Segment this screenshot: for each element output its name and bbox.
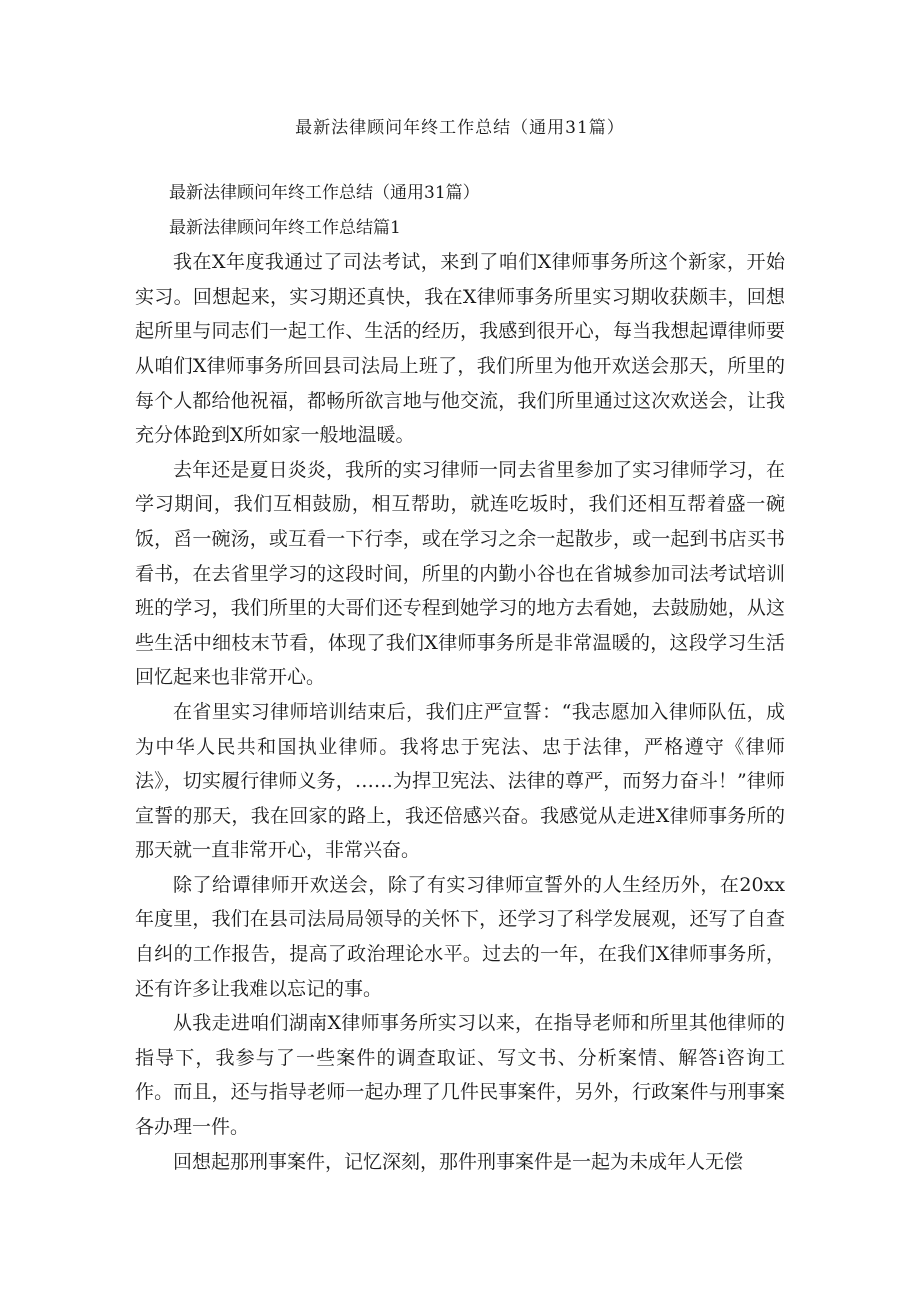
- section-heading: 最新法律顾问年终工作总结篇1: [169, 217, 401, 238]
- paragraph-3: 在省里实习律师培训结束后，我们庄严宣誓：“我志愿加入律师队伍，成为中华人民共和国执业律师。我将忠于宪法、忠于法律，严格遵守《律师法》，切实履行律师义务，……为捍卫宪法、法律的尊严，而努力奋斗！”律师宣誓的那天，我在回家的路上，我还倍感兴奋。我感觉从走进X律师事务所的那天就一直非常开心，非常兴奋。: [135, 700, 785, 862]
- document-subtitle: 最新法律顾问年终工作总结（通用31篇）: [169, 183, 480, 203]
- document-body: [135, 176, 785, 1179]
- paragraph-6: 回想起那刑事案件，记忆深刻，那件刑事案件是一起为未成年人无偿: [173, 1150, 744, 1173]
- document-title: 最新法律顾问年终工作总结（通用31篇）: [295, 118, 625, 138]
- paragraph-1: 我在X年度我通过了司法考试，来到了咱们X律师事务所这个新家，开始实习。回想起来，实习期还真快，我在X律师事务所里实习期收获颇丰，回想起所里与同志们一起工作、生活的经历，我感到很开心，每当我想起谭律师要从咱们X律师事务所回县司法局上班了，我们所里为他开欢送会那天，所里的每个人都给他祝福，都畅所欲言地与他交流，我们所里通过这次欢送会，让我充分体跄到X所如家一般地温暖。: [135, 251, 785, 447]
- paragraph-5: 从我走进咱们湖南X律师事务所实习以来，在指导老师和所里其他律师的指导下，我参与了一些案件的调查取证、写文书、分析案情、解答i咨询工作。而且，还与指导老师一起办理了几件民事案件，另外，行政案件与刑事案各办理一件。: [135, 1012, 785, 1139]
- paragraph-2: 去年还是夏日炎炎，我所的实习律师一同去省里参加了实习律师学习，在学习期间，我们互相鼓励，相互帮助，就连吃坂时，我们还相互帮着盛一碗饭，舀一碗汤，或互看一下行李，或在学习之余一起散步，或一起到书店买书看书，在去省里学习的这段时间，所里的内勤小谷也在省城参加司法考试培训班的学习，我们所里的大哥们还专程到她学习的地方去看她，去鼓励她，从这些生活中细枝末节看，体现了我们X律师事务所是非常温暖的，这段学习生活回忆起来也非常开心。: [135, 458, 785, 689]
- paragraph-4: 除了给谭律师开欢送会，除了有实习律师宣誓外的人生经历外，在20xx年度里，我们在县司法局局领导的关怀下，还学习了科学发展观，还写了自查自纠的工作报告，提高了政治理论水平。过去的一年，在我们X律师事务所，还有许多让我难以忘记的事。: [135, 873, 785, 1000]
